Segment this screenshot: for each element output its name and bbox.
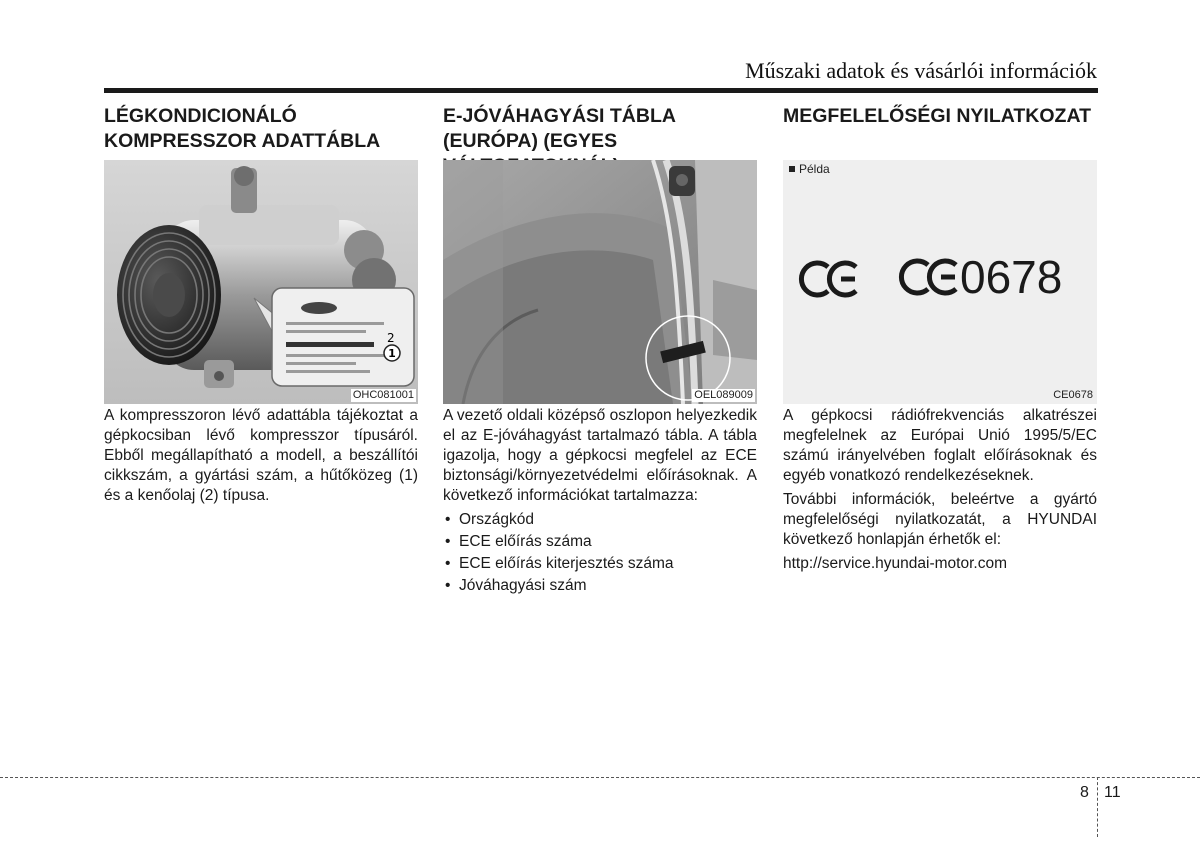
compressor-heading: LÉGKONDICIONÁLÓ KOMPRESSZOR ADATTÁBLA — [104, 105, 381, 152]
e-approval-heading: E-JÓVÁHAGYÁSI TÁBLA (EURÓPA) (EGYES — [443, 105, 676, 152]
ce-mark-with-number-icon — [901, 261, 956, 293]
footer-vertical-divider — [1097, 777, 1098, 837]
service-url: http://service.hyundai-motor.com — [783, 555, 1007, 572]
column-compressor — [104, 104, 418, 504]
conformity-paragraph-2: További információk, beleértve a gyártó megfelelőségi nyilatkozatát, a HYUNDAI következő honlapján érhetők el: — [783, 491, 1097, 548]
page-number: 11 — [1104, 784, 1121, 801]
compressor-illustration — [104, 160, 418, 404]
compressor-paragraph: A kompresszoron lévő adattábla tájékoztat a gépkocsiban lévő kompresszor típusáról. Ebből megállapítható a modell, a beszállítói cikkszám, a gyártási szám, a hűtőközeg (1) és a kenőolaj (2) típusa. — [104, 407, 418, 504]
example-label-text: Példa — [799, 162, 830, 176]
chapter-number: 8 — [1080, 784, 1089, 801]
conformity-figure-code: CE0678 — [1053, 389, 1093, 401]
column-conformity — [783, 104, 1097, 572]
e-approval-text — [443, 406, 757, 598]
compressor-text — [104, 406, 418, 510]
conformity-heading: MEGFELELŐSÉGI NYILATKOZAT — [783, 105, 1092, 127]
list-item: • Országkód — [443, 510, 757, 530]
column-e-approval — [443, 104, 757, 594]
ce-notified-body-number: 0678 — [960, 251, 1063, 303]
conformity-text — [783, 406, 1097, 578]
list-item: • ECE előírás száma — [443, 532, 757, 552]
compressor-figure-code: OHC081001 — [352, 389, 414, 401]
svg-text:1: 1 — [388, 347, 396, 360]
e-approval-figure — [443, 160, 757, 404]
e-approval-paragraph: A vezető oldali középső oszlopon helyezkedik el az E-jóváhagyást tartalmazó tábla. A tábla igazolja, hogy a gépkocsi megfelel az ECE biztonsági/környezetvédelmi előírásoknak. A következő információkat tartalmazza: — [443, 407, 757, 504]
e-approval-figure-code: OEL089009 — [694, 389, 753, 401]
compressor-figure — [104, 160, 418, 404]
header-title: Műszaki adatok és vásárlói információk — [745, 58, 1097, 83]
conformity-paragraph-1: A gépkocsi rádiófrekvenciás alkatrészei megfelelnek az Európai Unió 1995/5/EC számú irányelvében foglalt előírásoknak és egyéb vonatkozó rendelkezéseknek. — [783, 407, 1097, 484]
ce-mark-icon — [801, 263, 856, 295]
door-pillar-illustration — [443, 160, 757, 404]
header-rule — [104, 88, 1098, 93]
footer-divider — [0, 777, 1200, 778]
svg-text:2: 2 — [387, 331, 395, 345]
list-item: • ECE előírás kiterjesztés száma — [443, 554, 757, 574]
conformity-figure — [783, 160, 1097, 404]
list-item: • Jóváhagyási szám — [443, 576, 757, 596]
e-approval-bullet-list — [443, 510, 757, 596]
